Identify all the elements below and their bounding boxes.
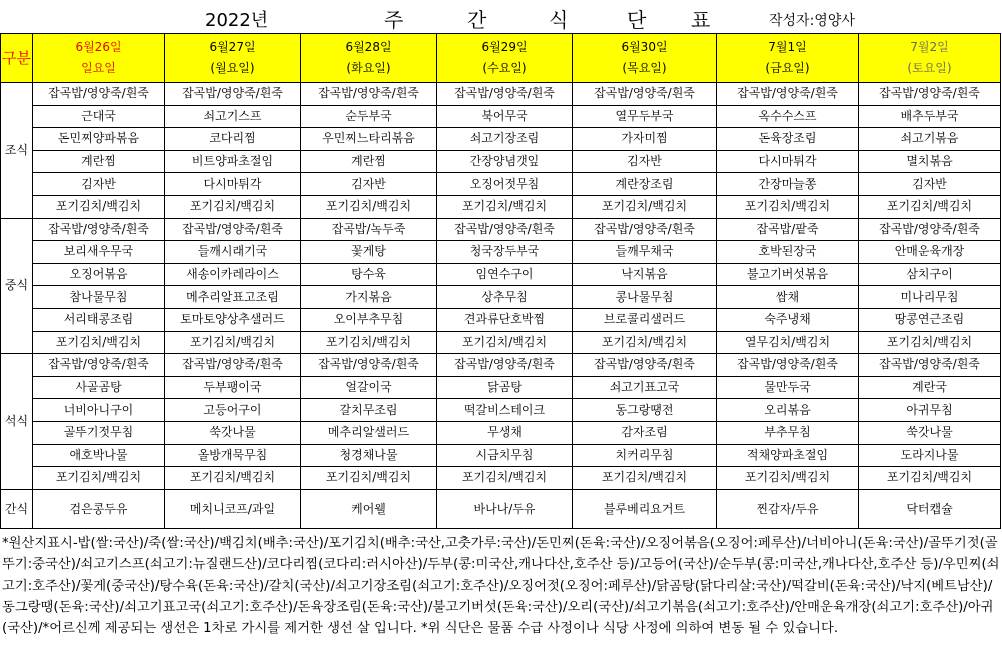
menu-item: 무생채 <box>437 421 573 444</box>
menu-item: 잡곡밥/영양죽/흰죽 <box>717 354 859 377</box>
day-date: 6월30일 <box>621 40 668 54</box>
menu-item: 잡곡밥/영양죽/흰죽 <box>165 354 301 377</box>
meal-name: 중식 <box>1 218 33 354</box>
menu-item: 잡곡밥/영양죽/흰죽 <box>33 83 165 106</box>
menu-item: 포기김치/백김치 <box>165 195 301 218</box>
menu-item: 잡곡밥/영양죽/흰죽 <box>301 83 437 106</box>
menu-item: 숙주냉채 <box>717 308 859 331</box>
menu-item: 오리볶음 <box>717 399 859 422</box>
menu-item: 잡곡밥/팥죽 <box>717 218 859 241</box>
menu-item: 잡곡밥/영양죽/흰죽 <box>33 218 165 241</box>
day-weekday: (금요일) <box>765 61 810 75</box>
menu-item: 포기김치/백김치 <box>165 467 301 490</box>
menu-item: 김자반 <box>573 150 717 173</box>
menu-item: 도라지나물 <box>859 444 1001 467</box>
day-date: 7월1일 <box>768 40 807 54</box>
meal-row <box>1 444 1001 467</box>
day-header <box>573 34 717 83</box>
menu-item: 호박된장국 <box>717 241 859 264</box>
menu-item: 김자반 <box>859 173 1001 196</box>
menu-item: 쇠고기장조림 <box>437 128 573 151</box>
meal-name: 조식 <box>1 83 33 219</box>
menu-item: 잡곡밥/영양죽/흰죽 <box>301 354 437 377</box>
snack-item: 바나나/두유 <box>437 489 573 528</box>
snack-item: 메치니코프/과일 <box>165 489 301 528</box>
day-header <box>717 34 859 83</box>
menu-item: 갈치무조림 <box>301 399 437 422</box>
menu-item: 잡곡밥/영양죽/흰죽 <box>165 83 301 106</box>
meal-row <box>1 421 1001 444</box>
meal-row <box>1 286 1001 309</box>
menu-item: 포기김치/백김치 <box>859 331 1001 354</box>
meal-row <box>1 331 1001 354</box>
menu-item: 포기김치/백김치 <box>573 467 717 490</box>
menu-item: 열무김치/백김치 <box>717 331 859 354</box>
menu-item: 잡곡밥/영양죽/흰죽 <box>437 218 573 241</box>
menu-item: 계란찜 <box>33 150 165 173</box>
menu-item: 간장마늘쫑 <box>717 173 859 196</box>
menu-item: 쇠고기스프 <box>165 105 301 128</box>
menu-item: 골뚜기젓무침 <box>33 421 165 444</box>
menu-item: 우민찌느타리볶음 <box>301 128 437 151</box>
menu-item: 메추리알샐러드 <box>301 421 437 444</box>
menu-item: 북어무국 <box>437 105 573 128</box>
title-char: 식 <box>549 8 569 32</box>
menu-item: 잡곡밥/영양죽/흰죽 <box>437 354 573 377</box>
author-label: 작성자:영양사 <box>769 13 855 29</box>
menu-item: 잡곡밥/영양죽/흰죽 <box>717 83 859 106</box>
title-char: 주 <box>384 8 404 32</box>
menu-item: 잡곡밥/영양죽/흰죽 <box>437 83 573 106</box>
snack-item: 찐감자/두유 <box>717 489 859 528</box>
header-row <box>1 34 1001 83</box>
menu-item: 열무두부국 <box>573 105 717 128</box>
menu-item: 오징어볶음 <box>33 263 165 286</box>
menu-item: 애호박나물 <box>33 444 165 467</box>
day-weekday: (화요일) <box>346 61 391 75</box>
menu-item: 불고기버섯볶음 <box>717 263 859 286</box>
menu-item: 쑥갓나물 <box>165 421 301 444</box>
meal-row <box>1 195 1001 218</box>
day-weekday: (목요일) <box>622 61 667 75</box>
meal-name: 석식 <box>1 354 33 490</box>
day-date: 6월28일 <box>345 40 392 54</box>
menu-item: 포기김치/백김치 <box>301 195 437 218</box>
snack-row <box>1 489 1001 528</box>
menu-item: 청국장두부국 <box>437 241 573 264</box>
menu-item: 꽃게탕 <box>301 241 437 264</box>
menu-item: 시금치무침 <box>437 444 573 467</box>
menu-item: 잡곡밥/영양죽/흰죽 <box>573 83 717 106</box>
menu-item: 근대국 <box>33 105 165 128</box>
menu-item: 잡곡밥/영양죽/흰죽 <box>859 218 1001 241</box>
menu-item: 닭곰탕 <box>437 376 573 399</box>
menu-item: 코다리찜 <box>165 128 301 151</box>
menu-item: 콩나물무침 <box>573 286 717 309</box>
meal-row <box>1 128 1001 151</box>
menu-item: 사골곰탕 <box>33 376 165 399</box>
gubun-header: 구분 <box>1 34 33 83</box>
menu-item: 상추무침 <box>437 286 573 309</box>
menu-item: 잡곡밥/영양죽/흰죽 <box>573 218 717 241</box>
menu-item: 비트양파초절임 <box>165 150 301 173</box>
menu-item: 부추무침 <box>717 421 859 444</box>
day-date: 7월2일 <box>910 40 949 54</box>
menu-item: 계란찜 <box>301 150 437 173</box>
snack-label: 간식 <box>1 489 33 528</box>
day-weekday: 일요일 <box>81 61 116 75</box>
menu-item: 포기김치/백김치 <box>859 467 1001 490</box>
menu-item: 포기김치/백김치 <box>165 331 301 354</box>
menu-item: 적채양파초절임 <box>717 444 859 467</box>
menu-item: 순두부국 <box>301 105 437 128</box>
meal-row <box>1 83 1001 106</box>
menu-item: 김자반 <box>301 173 437 196</box>
menu-item: 너비아니구이 <box>33 399 165 422</box>
menu-item: 다시마튀각 <box>717 150 859 173</box>
menu-item: 두부팽이국 <box>165 376 301 399</box>
meal-row <box>1 263 1001 286</box>
snack-item: 케어웰 <box>301 489 437 528</box>
menu-item: 쑥갓나물 <box>859 421 1001 444</box>
menu-item: 떡갈비스테이크 <box>437 399 573 422</box>
menu-item: 포기김치/백김치 <box>437 195 573 218</box>
menu-item: 동그랑땡전 <box>573 399 717 422</box>
day-header <box>437 34 573 83</box>
meal-row <box>1 105 1001 128</box>
menu-item: 임연수구이 <box>437 263 573 286</box>
day-header <box>165 34 301 83</box>
day-header <box>301 34 437 83</box>
menu-item: 참나물무침 <box>33 286 165 309</box>
menu-item: 간장양념갯잎 <box>437 150 573 173</box>
meal-row <box>1 308 1001 331</box>
title-year: 2022년 <box>205 10 269 31</box>
title-char: 단 <box>627 8 647 32</box>
meal-row <box>1 467 1001 490</box>
menu-item: 청경채나물 <box>301 444 437 467</box>
day-header <box>859 34 1001 83</box>
menu-item: 포기김치/백김치 <box>859 195 1001 218</box>
menu-item: 포기김치/백김치 <box>437 331 573 354</box>
menu-item: 포기김치/백김치 <box>33 331 165 354</box>
day-weekday: (수요일) <box>482 61 527 75</box>
menu-item: 새송이카레라이스 <box>165 263 301 286</box>
menu-item: 잡곡밥/녹두죽 <box>301 218 437 241</box>
snack-item: 검은콩두유 <box>33 489 165 528</box>
menu-item: 쇠고기볶음 <box>859 128 1001 151</box>
menu-item: 잡곡밥/영양죽/흰죽 <box>859 83 1001 106</box>
menu-item: 돈민찌양파볶음 <box>33 128 165 151</box>
menu-item: 가자미찜 <box>573 128 717 151</box>
menu-item: 얼갈이국 <box>301 376 437 399</box>
menu-item: 고등어구이 <box>165 399 301 422</box>
menu-item: 오이부추무침 <box>301 308 437 331</box>
menu-item: 배추두부국 <box>859 105 1001 128</box>
menu-item: 잡곡밥/영양죽/흰죽 <box>859 354 1001 377</box>
menu-item: 올방개묵무침 <box>165 444 301 467</box>
menu-item: 들깨시래기국 <box>165 241 301 264</box>
menu-item: 멸치볶음 <box>859 150 1001 173</box>
menu-item: 미나리무침 <box>859 286 1001 309</box>
menu-item: 포기김치/백김치 <box>33 195 165 218</box>
menu-item: 물만두국 <box>717 376 859 399</box>
menu-item: 포기김치/백김치 <box>573 331 717 354</box>
menu-item: 계란국 <box>859 376 1001 399</box>
menu-item: 포기김치/백김치 <box>301 331 437 354</box>
menu-item: 토마토양상추샐러드 <box>165 308 301 331</box>
day-date: 6월27일 <box>209 40 256 54</box>
menu-item: 계란장조림 <box>573 173 717 196</box>
menu-item: 다시마튀각 <box>165 173 301 196</box>
menu-item: 김자반 <box>33 173 165 196</box>
origin-notice: *원산지표시-밥(쌀:국산)/죽(쌀:국산)/백김치(배추:국산)/포기김치(배추:국산,고춧가루:국산)/돈민찌(돈육:국산)/오징어볶음(오징어:페루산)/너비아니(돈육:국산)/골뚜기젓(골뚜기:중국산)/쇠고기스프(쇠고기:뉴질랜드산)/코다리찜(코다리:러시아산)/두부(콩:미국산,캐나다산,호주산 등)/고등어(국산)/순두부(콩:미국산,캐나다산,호주산 등)/우민찌(쇠고기:호주산)/꽃게(중국산)/탕수육(돈육:국산)/갈치(국산)/쇠고기장조림(쇠고기:호주산)/오징어젓(오징어:페루산)/닭곰탕(닭다리살:국산)/떡갈비(돈육:국산)/낙지(베트남산)/동그랑땡(돈육:국산)/쇠고기표고국(쇠고기:호주산)/돈육장조림(돈육:국산)/불고기버섯(돈육:국산)/오리(국산)/쇠고기볶음(쇠고기:호주산)/안매운육개장(쇠고기:호주산)/아귀(국산)/*어르신께 제공되는 생선은 1차로 가시를 제거한 생선 살 입니다. *위 식단은 물품 수급 사정이나 식당 사정에 의하여 변동 될 수 있습니다. <box>2 536 1000 637</box>
menu-item: 낙지볶음 <box>573 263 717 286</box>
menu-item: 브로콜리샐러드 <box>573 308 717 331</box>
menu-item: 땅콩연근조림 <box>859 308 1001 331</box>
day-weekday: (토요일) <box>907 61 952 75</box>
meal-row <box>1 150 1001 173</box>
menu-item: 감자조림 <box>573 421 717 444</box>
menu-item: 보리새우무국 <box>33 241 165 264</box>
menu-item: 삼치구이 <box>859 263 1001 286</box>
day-date: 6월29일 <box>481 40 528 54</box>
menu-item: 들깨무채국 <box>573 241 717 264</box>
day-weekday: (월요일) <box>210 61 255 75</box>
menu-item: 잡곡밥/영양죽/흰죽 <box>573 354 717 377</box>
meal-row <box>1 399 1001 422</box>
day-header <box>33 34 165 83</box>
menu-item: 쇠고기표고국 <box>573 376 717 399</box>
menu-item: 포기김치/백김치 <box>301 467 437 490</box>
snack-item: 닥터캡슐 <box>859 489 1001 528</box>
menu-item: 포기김치/백김치 <box>33 467 165 490</box>
menu-item: 서리태콩조림 <box>33 308 165 331</box>
menu-item: 오징어젓무침 <box>437 173 573 196</box>
title-row <box>0 0 1002 33</box>
menu-item: 치커리무침 <box>573 444 717 467</box>
meal-row <box>1 376 1001 399</box>
menu-item: 탕수육 <box>301 263 437 286</box>
menu-item: 아귀무침 <box>859 399 1001 422</box>
title-char: 간 <box>467 8 487 32</box>
menu-item: 쌈채 <box>717 286 859 309</box>
weekly-menu-table <box>0 33 1001 529</box>
snack-item: 블루베리요거트 <box>573 489 717 528</box>
menu-item: 메추리알표고조림 <box>165 286 301 309</box>
meal-row <box>1 354 1001 377</box>
menu-item: 돈육장조림 <box>717 128 859 151</box>
day-date: 6월26일 <box>75 40 122 54</box>
meal-row <box>1 173 1001 196</box>
menu-item: 포기김치/백김치 <box>717 467 859 490</box>
menu-item: 가지볶음 <box>301 286 437 309</box>
menu-item: 포기김치/백김치 <box>717 195 859 218</box>
menu-item: 포기김치/백김치 <box>573 195 717 218</box>
menu-item: 옥수수스프 <box>717 105 859 128</box>
meal-row <box>1 218 1001 241</box>
menu-item: 포기김치/백김치 <box>437 467 573 490</box>
meal-row <box>1 241 1001 264</box>
title-char: 표 <box>691 8 711 32</box>
menu-item: 잡곡밥/영양죽/흰죽 <box>165 218 301 241</box>
menu-item: 견과류단호박찜 <box>437 308 573 331</box>
menu-item: 잡곡밥/영양죽/흰죽 <box>33 354 165 377</box>
menu-item: 안매운육개장 <box>859 241 1001 264</box>
